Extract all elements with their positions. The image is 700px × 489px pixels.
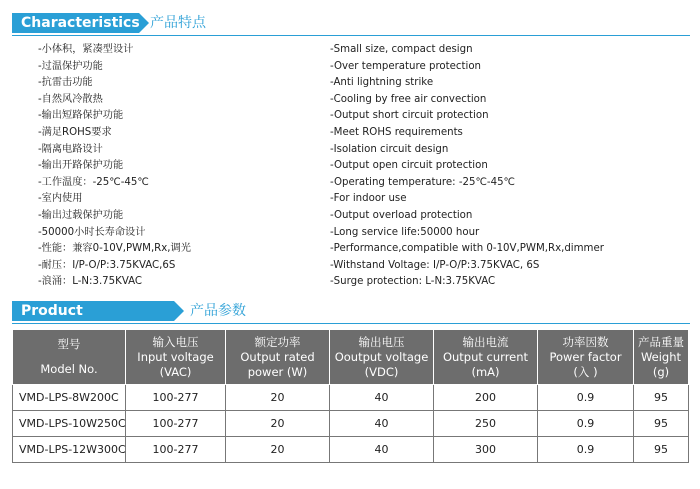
characteristics-divider xyxy=(12,35,690,36)
characteristic-item xyxy=(38,191,678,208)
value-cell: 20 xyxy=(226,385,330,411)
characteristic-en: -Output short circuit protection xyxy=(330,110,489,122)
characteristic-item xyxy=(38,142,678,159)
column-header-en: Output rated xyxy=(240,349,315,364)
column-header-en: Power factor xyxy=(549,349,622,364)
characteristic-en: -Output open circuit protection xyxy=(330,160,488,172)
characteristic-item xyxy=(38,42,678,59)
characteristic-en: -Performance,compatible with 0-10V,PWM,Rx,dimmer xyxy=(330,243,604,255)
characteristic-en: -Long service life:50000 hour xyxy=(330,226,480,238)
characteristic-en: -Anti lightning strike xyxy=(330,77,434,89)
characteristic-cn: -50000小时长寿命设计 xyxy=(38,226,146,238)
column-header xyxy=(538,330,634,385)
parameters-title: Product xyxy=(12,301,174,321)
value-cell: 40 xyxy=(330,411,434,437)
column-header-cn: 功率因数 xyxy=(562,334,609,349)
column-header-unit: power (W) xyxy=(247,364,308,379)
characteristic-cn: -过温保护功能 xyxy=(38,60,103,72)
characteristic-en: -Meet ROHS requirements xyxy=(330,126,463,138)
characteristic-item xyxy=(38,92,678,109)
parameters-table xyxy=(12,329,689,463)
column-header-unit: (VDC) xyxy=(364,364,399,379)
characteristic-cn: -小体积，紧凑型设计 xyxy=(38,44,134,55)
column-header xyxy=(330,330,434,385)
column-header-cn: 输出电流 xyxy=(462,334,509,349)
column-header-en: Ooutput voltage xyxy=(334,349,429,364)
column-header-cn: 额定功率 xyxy=(254,334,301,349)
characteristic-en: -Withstand Voltage: I/P-O/P:3.75KVAC, 6S xyxy=(330,259,540,271)
characteristics-title: Characteristics xyxy=(12,13,139,33)
characteristic-item xyxy=(38,175,678,192)
characteristic-item xyxy=(38,125,678,142)
value-cell: 40 xyxy=(330,385,434,411)
model-cell: VMD-LPS-10W250C xyxy=(13,411,126,437)
value-cell: 0.9 xyxy=(538,437,634,463)
value-cell: 250 xyxy=(434,411,538,437)
characteristic-cn: -浪涌：L-N:3.75KVAC xyxy=(38,276,143,288)
characteristic-item xyxy=(38,75,678,92)
column-header-unit: (g) xyxy=(652,364,670,379)
column-header xyxy=(634,330,689,385)
parameters-title-cn: 产品参数 xyxy=(190,303,246,319)
characteristic-item xyxy=(38,258,678,275)
table-row xyxy=(13,411,689,437)
table-row xyxy=(13,437,689,463)
value-cell: 100-277 xyxy=(126,411,226,437)
column-header-cn: 输出电压 xyxy=(358,334,405,349)
characteristic-cn: -输出过载保护功能 xyxy=(38,209,124,221)
characteristic-cn: -满足ROHS要求 xyxy=(38,126,112,138)
characteristic-item xyxy=(38,208,678,225)
column-header-unit: (VAC) xyxy=(159,364,192,379)
column-header-en: Model No. xyxy=(40,362,98,376)
characteristic-en: -Output overload protection xyxy=(330,209,473,221)
column-header xyxy=(126,330,226,385)
characteristic-cn: -抗雷击功能 xyxy=(38,77,93,89)
characteristic-en: -Over temperature protection xyxy=(330,60,482,72)
column-header-unit: (mA) xyxy=(471,364,500,379)
characteristics-title-cn: 产品特点 xyxy=(150,15,206,31)
column-header-cn: 输入电压 xyxy=(152,334,199,349)
characteristic-item xyxy=(38,274,678,291)
characteristic-cn: -工作温度：-25℃-45℃ xyxy=(38,176,149,188)
characteristic-en: -Operating temperature: -25℃-45℃ xyxy=(330,176,515,188)
characteristic-en: -For indoor use xyxy=(330,193,407,205)
column-header-en: Input voltage xyxy=(137,349,214,364)
column-header xyxy=(226,330,330,385)
characteristic-item xyxy=(38,59,678,76)
value-cell: 95 xyxy=(634,437,689,463)
column-header xyxy=(434,330,538,385)
characteristic-item xyxy=(38,241,678,258)
column-header-en: Weight xyxy=(640,349,682,364)
parameters-header xyxy=(0,298,700,324)
value-cell: 0.9 xyxy=(538,385,634,411)
table-body xyxy=(13,385,689,463)
characteristic-item xyxy=(38,225,678,242)
characteristics-list xyxy=(38,42,678,291)
characteristic-cn: -输出开路保护功能 xyxy=(38,160,124,172)
model-cell: VMD-LPS-12W300C xyxy=(13,437,126,463)
column-header-cn: 产品重量 xyxy=(638,334,684,349)
characteristic-cn: -自然风冷散热 xyxy=(38,93,103,105)
characteristics-header xyxy=(0,10,700,36)
table-row xyxy=(13,385,689,411)
value-cell: 20 xyxy=(226,437,330,463)
value-cell: 0.9 xyxy=(538,411,634,437)
column-header-en: Output current xyxy=(442,349,529,364)
characteristic-cn: -耐压：I/P-O/P:3.75KVAC,6S xyxy=(38,259,176,271)
table-header-row xyxy=(13,330,689,385)
characteristic-cn: -隔离电路设计 xyxy=(38,143,103,155)
value-cell: 100-277 xyxy=(126,437,226,463)
value-cell: 200 xyxy=(434,385,538,411)
characteristic-en: -Surge protection: L-N:3.75KVAC xyxy=(330,276,496,288)
value-cell: 300 xyxy=(434,437,538,463)
characteristic-cn: -输出短路保护功能 xyxy=(38,110,124,122)
value-cell: 40 xyxy=(330,437,434,463)
characteristic-en: -Small size, compact design xyxy=(330,44,473,55)
column-header-cn: 型号 xyxy=(57,337,81,351)
column-header-unit: (入 ) xyxy=(573,364,598,379)
value-cell: 100-277 xyxy=(126,385,226,411)
characteristic-cn: -性能：兼容0-10V,PWM,Rx,调光 xyxy=(38,243,191,255)
value-cell: 20 xyxy=(226,411,330,437)
characteristic-item xyxy=(38,108,678,125)
value-cell: 95 xyxy=(634,411,689,437)
characteristic-item xyxy=(38,158,678,175)
characteristic-cn: -室内使用 xyxy=(38,193,83,205)
parameters-divider xyxy=(12,323,690,324)
column-header xyxy=(13,330,126,385)
characteristic-en: -Isolation circuit design xyxy=(330,143,449,155)
value-cell: 95 xyxy=(634,385,689,411)
characteristic-en: -Cooling by free air convection xyxy=(330,93,487,105)
model-cell: VMD-LPS-8W200C xyxy=(13,385,126,411)
